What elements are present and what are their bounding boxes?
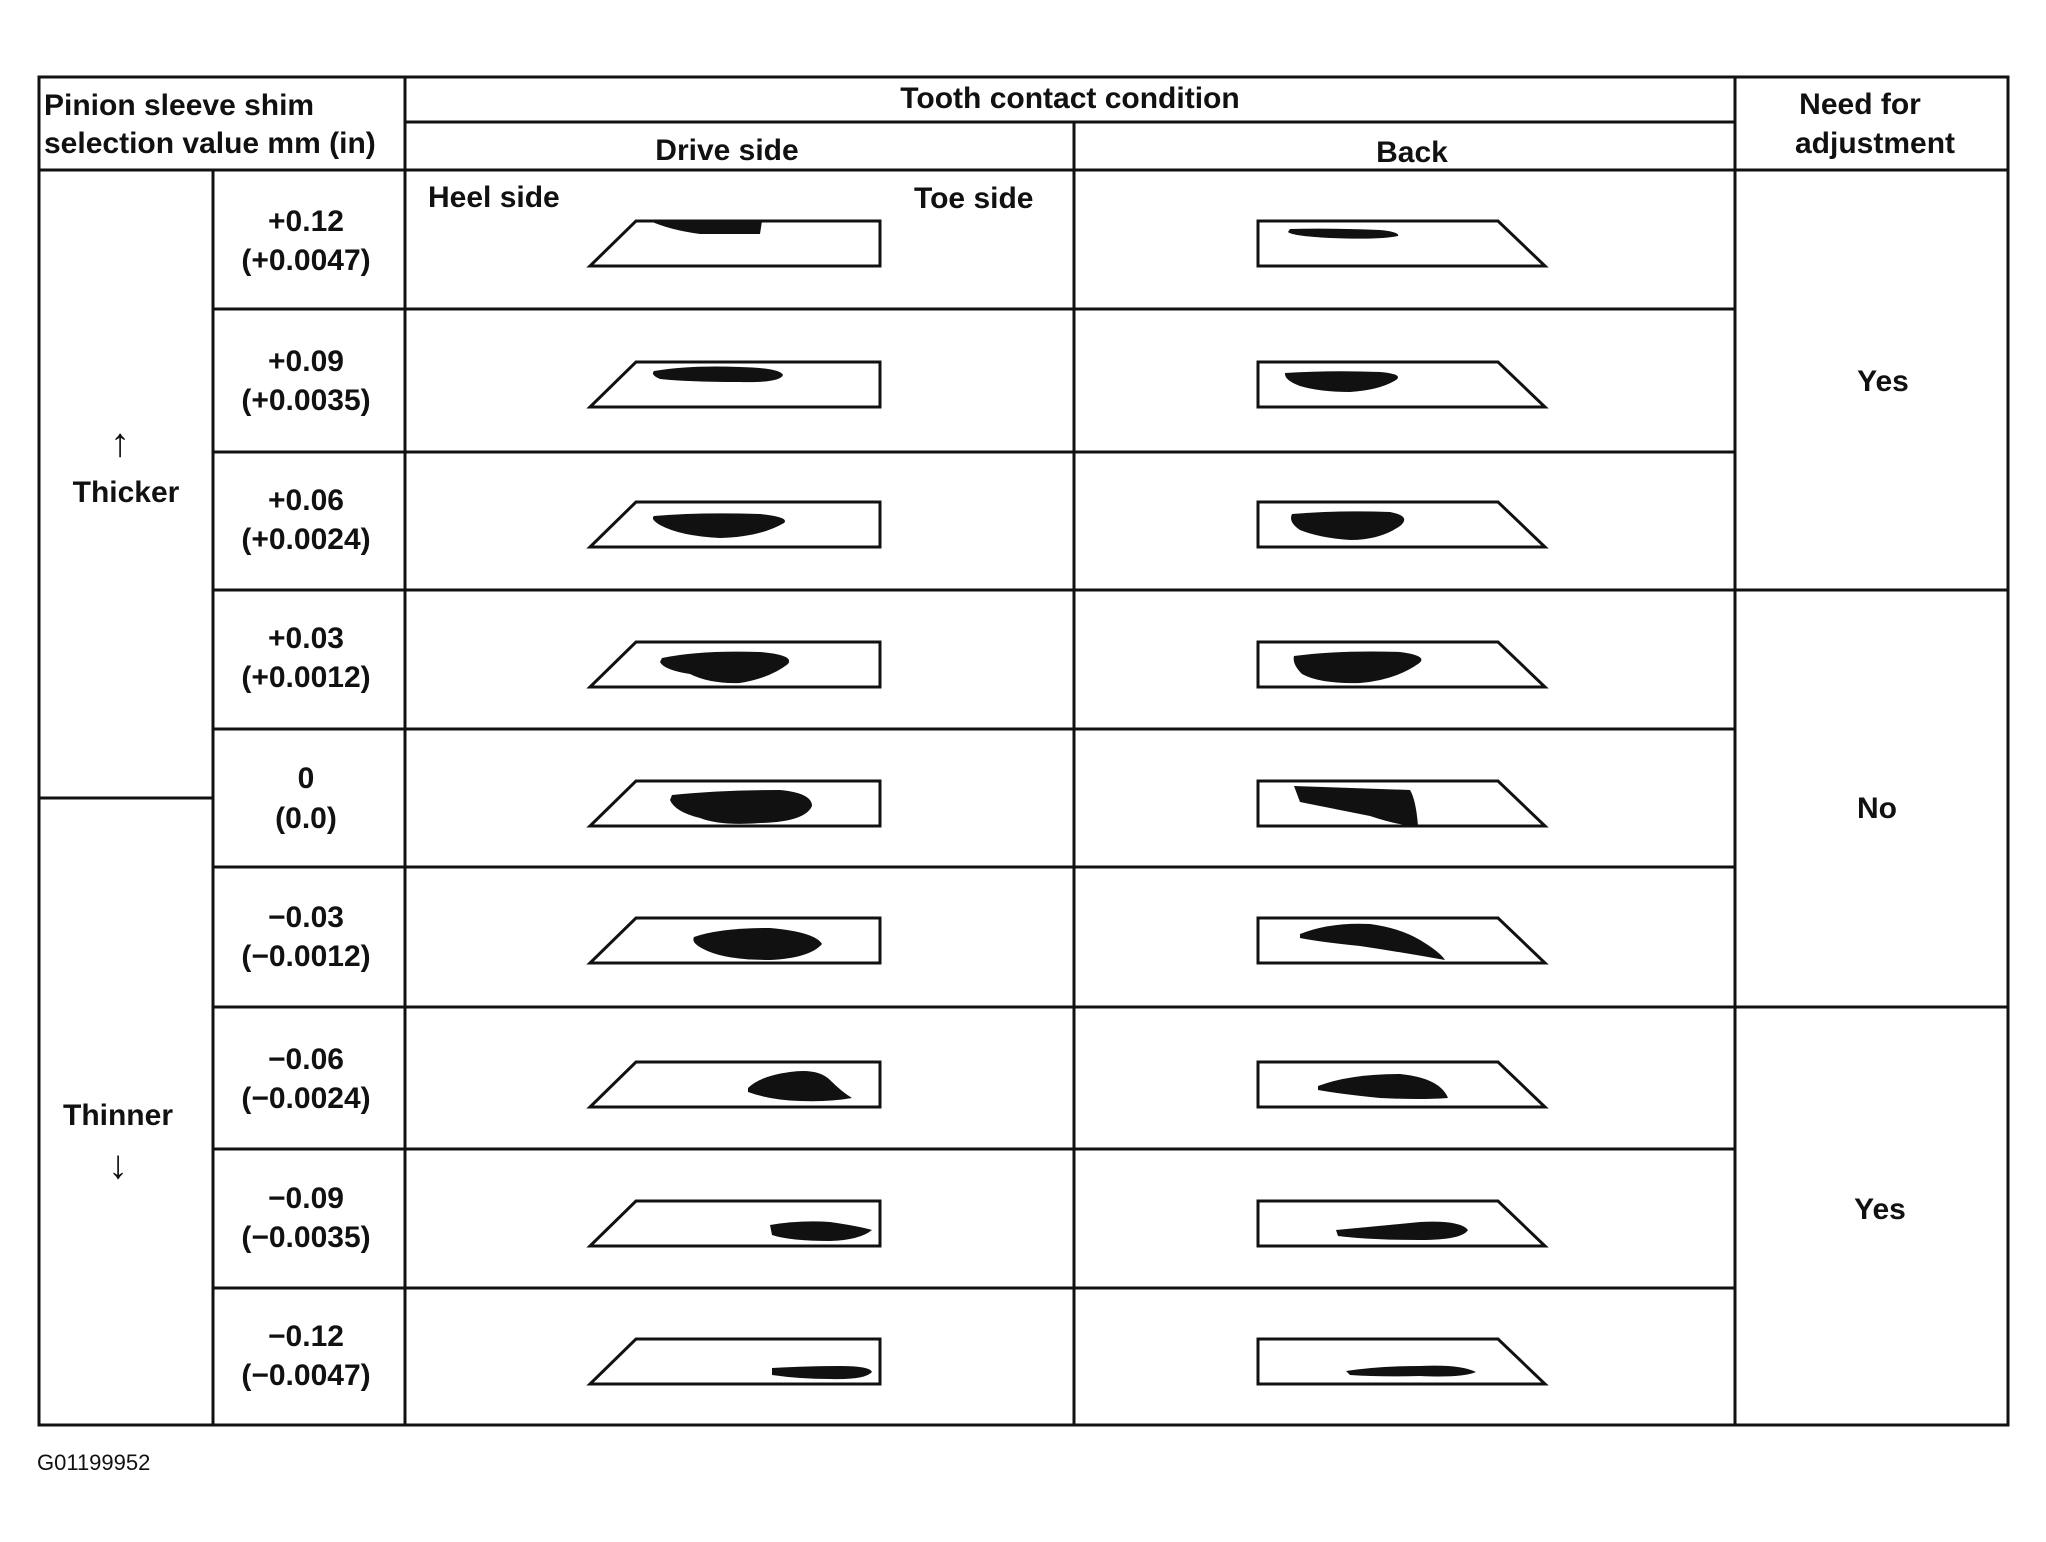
header-tooth-contact: Tooth contact condition <box>900 82 1240 115</box>
shim-mm-value: +0.06 <box>268 484 344 517</box>
shim-in-value: (−0.0047) <box>241 1359 371 1392</box>
adjustment-no: No <box>1857 792 1897 825</box>
header-back: Back <box>1376 136 1448 169</box>
shim-mm-value: +0.12 <box>268 205 344 238</box>
shim-mm-value: −0.09 <box>268 1182 344 1215</box>
drive-tooth-outline <box>590 1062 880 1107</box>
contact-patch <box>1294 652 1422 684</box>
back-tooth-outline <box>1258 1339 1545 1384</box>
contact-patch <box>693 928 822 960</box>
header-drive-side: Drive side <box>655 134 799 167</box>
adjustment-yes-upper: Yes <box>1857 365 1909 398</box>
contact-patch <box>653 367 783 383</box>
shim-in-value: (+0.0024) <box>241 523 371 556</box>
contact-patch <box>653 513 785 538</box>
contact-patch <box>748 1071 852 1101</box>
thicker-label: Thicker <box>72 476 180 509</box>
contact-patch <box>1300 924 1445 960</box>
arrow-down-icon: ↓ <box>108 1143 128 1187</box>
contact-patch <box>770 1221 872 1241</box>
header-need-line1: Need for <box>1799 88 1921 121</box>
header-need-line2: adjustment <box>1794 127 1956 160</box>
shim-in-value: (−0.0024) <box>241 1082 371 1115</box>
shim-values <box>241 205 370 1392</box>
figure-code: G01199952 <box>37 1450 151 1475</box>
shim-mm-value: +0.09 <box>268 345 344 378</box>
contact-patch <box>772 1366 872 1379</box>
shim-in-value: (+0.0047) <box>241 244 371 277</box>
heel-side-label: Heel side <box>428 181 560 214</box>
back-contact-patterns <box>1285 229 1476 1377</box>
shim-mm-value: 0 <box>297 762 315 795</box>
contact-patch <box>650 221 762 234</box>
contact-patch <box>660 652 789 683</box>
back-tooth-outline <box>1258 221 1545 266</box>
contact-patch <box>1288 229 1398 239</box>
toe-side-label: Toe side <box>914 182 1034 215</box>
header-col1-line2: selection value mm (in) <box>44 127 376 160</box>
shim-in-value: (−0.0012) <box>241 940 371 973</box>
header-col1-line1: Pinion sleeve shim <box>44 89 315 122</box>
drive-contact-patterns <box>650 221 872 1379</box>
shim-mm-value: +0.03 <box>268 622 344 655</box>
contact-patch <box>1294 786 1418 826</box>
shim-in-value: (+0.0012) <box>241 661 371 694</box>
contact-patch <box>1285 371 1398 392</box>
shim-mm-value: −0.03 <box>268 901 344 934</box>
contact-patch <box>1336 1222 1468 1240</box>
shim-mm-value: −0.06 <box>268 1043 344 1076</box>
thinner-label: Thinner <box>63 1099 173 1132</box>
shim-in-value: (0.0) <box>275 802 337 835</box>
adjustment-yes-lower: Yes <box>1854 1193 1906 1226</box>
arrow-up-icon: ↑ <box>110 421 130 465</box>
contact-patch <box>670 790 812 824</box>
contact-patch <box>1318 1074 1448 1099</box>
shim-in-value: (−0.0035) <box>241 1221 371 1254</box>
contact-patch <box>1346 1366 1476 1377</box>
shim-in-value: (+0.0035) <box>241 384 371 417</box>
contact-patch <box>1291 511 1404 540</box>
shim-mm-value: −0.12 <box>268 1320 344 1353</box>
